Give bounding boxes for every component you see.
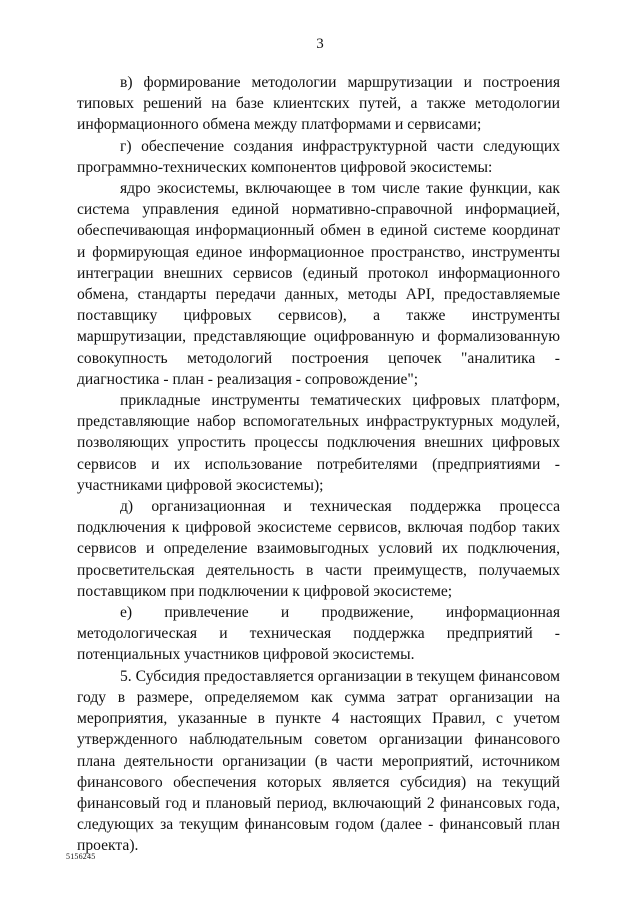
paragraph-item-e: е) привлечение и продвижение, информационная методологическая и техническая поддержка предприятий - потенциальных участников цифровой экосистемы. xyxy=(77,604,560,664)
paragraph-item-v: в) формирование методологии маршрутизации и построения типовых решений на базе клиентских путей, а также методологии информационного обмена между платформами и сервисами; xyxy=(77,74,560,134)
page-number: 3 xyxy=(316,36,324,52)
document-body xyxy=(77,72,560,857)
paragraph-item-d: д) организационная и техническая поддержка процесса подключения к цифровой экосистеме сервисов, включая подбор таких сервисов и определение взаимовыгодных условий их подключения, просветительская деятельность в части преимуществ, получаемых поставщиком при подключении к цифровой экосистеме; xyxy=(77,498,560,600)
document-code: 5156245 xyxy=(66,852,96,861)
paragraph-ecosystem-core: ядро экосистемы, включающее в том числе такие функции, как система управления единой нормативно-справочной информацией, обеспечивающая информационный обмен в единой системе координат и формирующая единое информационное пространство, инструменты интеграции внешних сервисов (единый протокол информационного обмена, стандарты передачи данных, методы API, предоставляемые поставщику цифровых сервисов), а также инструменты маршрутизации, представляющие оцифрованную и формализованную совокупность методологий построения цепочек "аналитика - диагностика - план - реализация - сопровождение"; xyxy=(77,180,560,388)
paragraph-applied-tools: прикладные инструменты тематических цифровых платформ, представляющие набор вспомогательных инфраструктурных модулей, позволяющих упростить процессы подключения внешних цифровых сервисов и их использование потребителями (предприятиями - участниками цифровой экосистемы); xyxy=(77,392,560,494)
paragraph-point-5: 5. Субсидия предоставляется организации в текущем финансовом году в размере, определяемом как сумма затрат организации на мероприятия, указанные в пункте 4 настоящих Правил, с учетом утвержденного наблюдательным советом организации финансового плана деятельности организации (в части мероприятий, источником финансового обеспечения которых является субсидия) на текущий финансовый год и плановый период, включающий 2 финансовых года, следующих за текущим финансовым годом (далее - финансовый план проекта). xyxy=(77,667,560,855)
paragraph-item-g: г) обеспечение создания инфраструктурной части следующих программно-технических компонентов цифровой экосистемы: xyxy=(77,137,560,176)
